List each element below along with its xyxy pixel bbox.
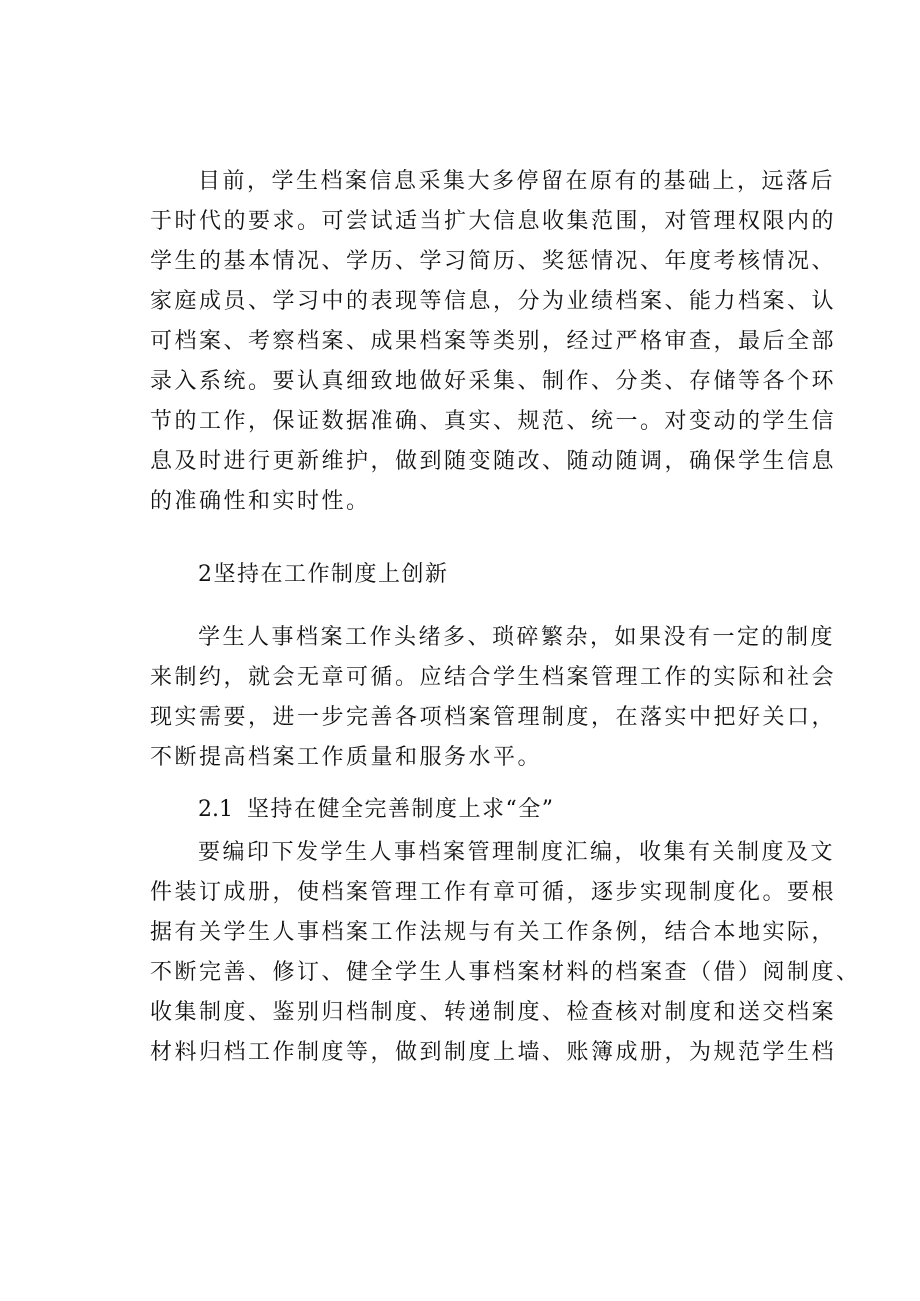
paragraph-3 xyxy=(150,833,861,1073)
paragraph-line: 现实需要，进一步完善各项档案管理制度，在落实中把好关口， xyxy=(150,705,837,730)
paragraph-line: 不断提高档案工作质量和服务水平。 xyxy=(150,745,543,770)
paragraph-line: 录入系统。要认真细致地做好采集、制作、分类、存储等各个环 xyxy=(150,369,837,394)
heading-text: 坚持在健全完善制度上求“全” xyxy=(247,797,555,822)
heading-line xyxy=(198,790,858,830)
paragraph-line: 可档案、考察档案、成果档案等类别，经过严格审查，最后全部 xyxy=(150,329,837,354)
paragraph-line: 息及时进行更新维护，做到随变随改、随动随调，确保学生信息 xyxy=(150,449,837,474)
paragraph-line: 的准确性和实时性。 xyxy=(150,489,371,514)
paragraph-line: 目前，学生档案信息采集大多停留在原有的基础上，远落后 xyxy=(198,169,836,194)
heading-number: 2.1 xyxy=(198,797,233,822)
paragraph-line: 家庭成员、学习中的表现等信息，分为业绩档案、能力档案、认 xyxy=(150,289,837,314)
paragraph-line: 收集制度、鉴别归档制度、转递制度、检查核对制度和送交档案 xyxy=(150,1000,837,1025)
paragraph-line: 材料归档工作制度等，做到制度上墙、账簿成册，为规范学生档 xyxy=(150,1040,837,1065)
paragraph-line: 要编印下发学生人事档案管理制度汇编，收集有关制度及文 xyxy=(198,840,836,865)
paragraph-line: 件装订成册，使档案管理工作有章可循，逐步实现制度化。要根 xyxy=(150,880,837,905)
paragraph-1 xyxy=(150,162,837,522)
paragraph-line: 来制约，就会无章可循。应结合学生档案管理工作的实际和社会 xyxy=(150,665,837,690)
paragraph-line: 学生的基本情况、学历、学习简历、奖惩情况、年度考核情况、 xyxy=(150,249,837,274)
section-heading-2 xyxy=(198,555,858,595)
paragraph-line: 节的工作，保证数据准确、真实、规范、统一。对变动的学生信 xyxy=(150,409,837,434)
paragraph-2 xyxy=(150,618,837,778)
paragraph-line: 于时代的要求。可尝试适当扩大信息收集范围，对管理权限内的 xyxy=(150,209,837,234)
section-heading-2-1 xyxy=(198,790,858,830)
paragraph-line: 不断完善、修订、健全学生人事档案材料的档案查（借）阅制度、 xyxy=(150,960,861,985)
paragraph-line: 学生人事档案工作头绪多、琐碎繁杂，如果没有一定的制度 xyxy=(198,625,836,650)
heading-text: 2坚持在工作制度上创新 xyxy=(198,562,449,587)
paragraph-line: 据有关学生人事档案工作法规与有关工作条例，结合本地实际， xyxy=(150,920,837,945)
